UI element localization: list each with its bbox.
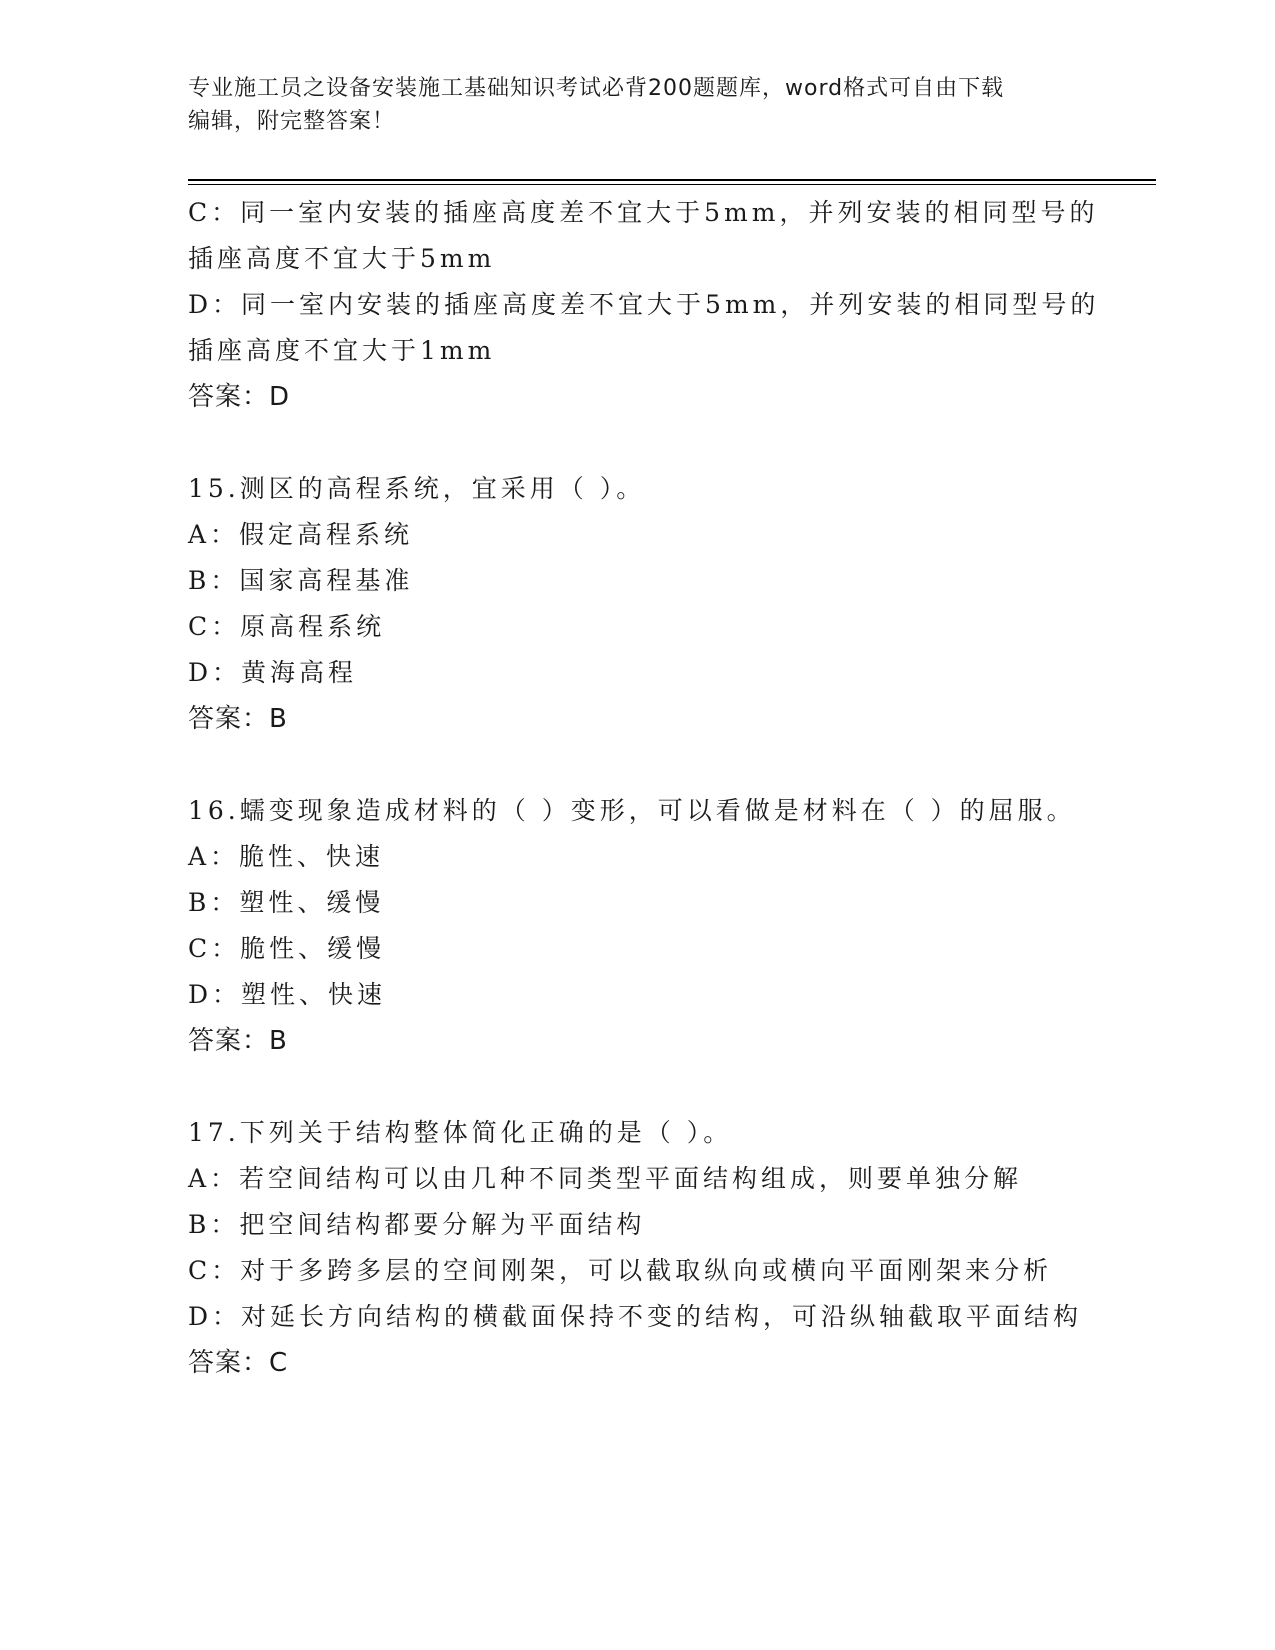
question-14-continuation (188, 190, 1100, 420)
option-a: A：假定高程系统 (188, 520, 414, 549)
document-header (188, 72, 1088, 138)
option-d-line1: D：同一室内安装的插座高度差不宜大于5mm，并列安装的相同型号的 (188, 290, 1100, 319)
spacer (188, 420, 1088, 466)
option-b: B：塑性、缓慢 (188, 888, 385, 917)
option-c-line1: C：同一室内安装的插座高度差不宜大于5mm，并列安装的相同型号的 (188, 198, 1099, 227)
header-title-line1: 专业施工员之设备安装施工基础知识考试必背200题题库，word格式可自由下载 (188, 76, 1005, 101)
header-title-line2: 编辑，附完整答案！ (188, 109, 396, 134)
spacer (188, 742, 1088, 788)
option-a: A：若空间结构可以由几种不同类型平面结构组成，则要单独分解 (188, 1164, 1023, 1193)
option-c: C：脆性、缓慢 (188, 934, 386, 963)
answer-label: 答案：C (188, 1348, 289, 1378)
option-a: A：脆性、快速 (188, 842, 385, 871)
option-d-line2: 插座高度不宜大于1mm (188, 336, 496, 365)
question-17 (188, 1110, 1088, 1386)
header-divider-thick (188, 179, 1156, 181)
option-b: B：国家高程基准 (188, 566, 414, 595)
question-stem: 16.蠕变现象造成材料的（ ）变形，可以看做是材料在（ ）的屈服。 (188, 796, 1076, 825)
question-stem: 17.下列关于结构整体简化正确的是（ ）。 (188, 1118, 733, 1147)
question-15 (188, 466, 1088, 742)
option-b: B：把空间结构都要分解为平面结构 (188, 1210, 646, 1239)
option-d: D：黄海高程 (188, 658, 358, 687)
option-c-line2: 插座高度不宜大于5mm (188, 244, 496, 273)
answer-label: 答案：B (188, 1026, 288, 1056)
answer-label: 答案：D (188, 382, 291, 412)
option-c: C：对于多跨多层的空间刚架，可以截取纵向或横向平面刚架来分析 (188, 1256, 1053, 1285)
header-divider-thin (188, 184, 1156, 185)
question-stem: 15.测区的高程系统，宜采用（ ）。 (188, 474, 646, 503)
answer-label: 答案：B (188, 704, 288, 734)
question-16 (188, 788, 1088, 1064)
option-c: C：原高程系统 (188, 612, 386, 641)
option-d: D：塑性、快速 (188, 980, 387, 1009)
option-d: D：对延长方向结构的横截面保持不变的结构，可沿纵轴截取平面结构 (188, 1302, 1083, 1331)
spacer (188, 1064, 1088, 1110)
question-content (188, 190, 1100, 1386)
